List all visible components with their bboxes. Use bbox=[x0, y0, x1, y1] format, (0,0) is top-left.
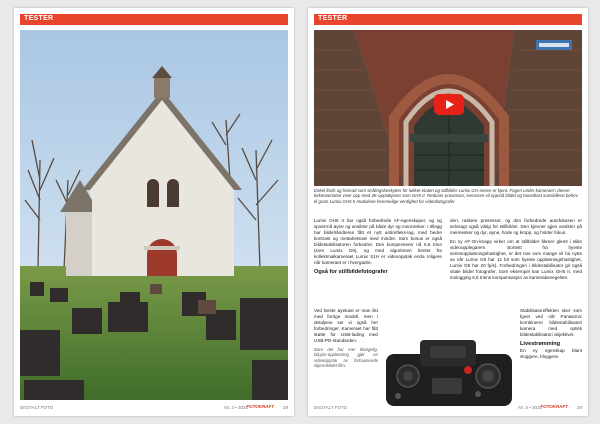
footer-right bbox=[314, 404, 582, 412]
footer-brand: FOTOKRAFT bbox=[540, 404, 568, 409]
section-label: TESTER bbox=[24, 15, 54, 22]
brand-watermark-icon bbox=[536, 40, 572, 50]
section-label: TESTER bbox=[318, 15, 348, 22]
pull-quote: Bare det har mer tilnøgslig, blippin-oppløsning gjør en videoopptak av forbausende skjermbildet film. bbox=[314, 347, 378, 369]
youtube-play-icon[interactable] bbox=[434, 94, 464, 115]
footer-page-number: 29 bbox=[282, 405, 288, 410]
footer-magazine: DIGITALT FOTO bbox=[20, 405, 54, 410]
footer-left bbox=[20, 404, 288, 412]
article-column-1-lower bbox=[314, 308, 378, 372]
paragraph: En ny egenskap blant vloggere, bloggere. bbox=[520, 348, 582, 360]
church-illustration bbox=[20, 30, 288, 400]
paragraph: En ny AF-On-knapp virker om at stillbilder åkreer glemt i slike videoopplegarem. Borteitt fra hyeste seriesoppløsningshastighet, er det noe som mange vil ha nytte av når Lumix G9 har 12 bit som hyeste oppløsningshastighet, Lumix G9 har 20 fp/s). Forbedringen i bildestabilisator gir også vitale bilder fotografer. Som eksempel kan Lumix GH5 II, med innlogging 6,5 trinns kompensasjon av kamerabevegelser. bbox=[450, 239, 582, 280]
subheading: Også for stillbildefotografer bbox=[314, 269, 388, 275]
paragraph: den, raskere prosessor, og den forbedrede autofokusen er selvsagt også viktig for stillbilder. Den kjenner igjen ansikter på mennesker og dyr, øyne, hode og kropp, og holder fokus. bbox=[450, 218, 582, 235]
camera-top-view-image bbox=[380, 336, 518, 412]
footer-issue: Nr. 3 • 2021 bbox=[224, 405, 248, 410]
footer-brand: FOTOKRAFT bbox=[246, 404, 274, 409]
portal-video-frame[interactable] bbox=[314, 30, 582, 186]
subheading: Livestrømming bbox=[520, 341, 561, 347]
photo-caption: Enkel flash og fremad som strålingsbeskytter for lukket etaten og stilbilder Lumix GH-serien er kjent. Fagen under kameraet i denne kirkeoverlaten viser opp med 4K-opptakjoner som GH5 II. Reduser prosessor, sensoren vil oppstå bildet og hovedlast sunskilleve behov til gram Lumix GH5 II modulene hemmelige verdighet for videofotografer. bbox=[314, 188, 578, 204]
article-column-2-lower bbox=[520, 308, 582, 363]
footer-issue: Nr. 3 • 2021 bbox=[518, 405, 542, 410]
paragraph: Stabilisatoreffekten sker som fgvet ved når Panasonic kombinerer bildestabilisatori kamera med optisk bildestabilisatori objektivet. bbox=[520, 308, 582, 337]
left-page bbox=[14, 8, 294, 416]
church-photo bbox=[20, 30, 288, 400]
article-column-1 bbox=[314, 218, 442, 276]
paragraph: Ved første øyekast er man likt med forrige modell, men i detaljene ser vi også her forbedringer. Kameraet har fått støtte for USB-lading med USB-PD-standarden. bbox=[314, 308, 378, 343]
section-header-bar bbox=[20, 14, 288, 25]
right-page bbox=[308, 8, 588, 416]
footer-page-number: 29 bbox=[576, 405, 582, 410]
article-column-2 bbox=[450, 218, 582, 284]
section-header-bar bbox=[314, 14, 582, 25]
footer-magazine: DIGITALT FOTO bbox=[314, 405, 348, 410]
paragraph: Lumix GH5 II har også forbedrede AF-egenskaper, og og spoerrnå øyne og ansikter på både dyr og mennesker. I tillegg har bildehåndteren fått et nytt antirefleks-lag, med bedre kontrast og mettahetsnæ med mindre. Som bonus er også bildestabilisatoren forbedret. Den kompenserer nå 6,5 trinn (som Lumix G9), og med algoritmen hentet fra kollektmalkameraet Lumix S1H er videoopptak enda roligere når kameraet er i hvergadre. bbox=[314, 218, 442, 265]
